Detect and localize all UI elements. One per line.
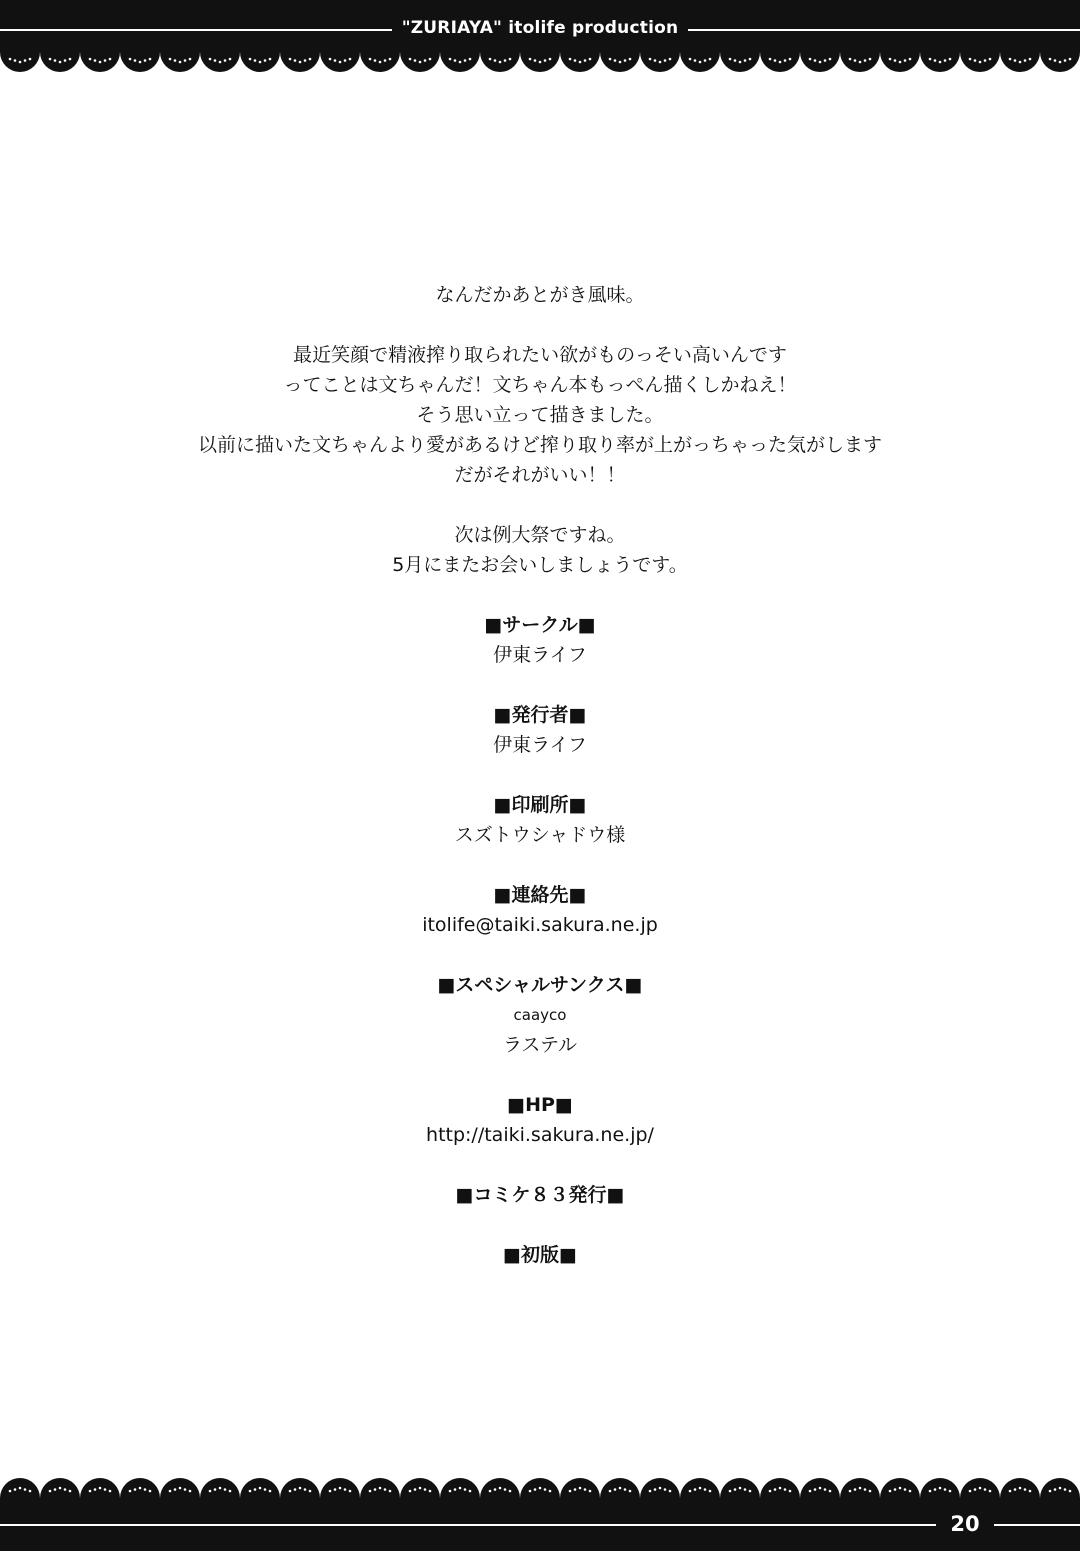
afterword-line: そう思い立って描きました。 bbox=[416, 404, 664, 426]
colophon-gap bbox=[0, 940, 1080, 970]
afterword-line: なんだかあとがき風味。 bbox=[435, 284, 645, 306]
printer-value: スズトウシャドウ様 bbox=[454, 824, 626, 846]
homepage-heading: ■HP■ bbox=[507, 1094, 573, 1116]
page-number: 20 bbox=[936, 1512, 994, 1536]
colophon-gap bbox=[0, 1210, 1080, 1240]
colophon-gap bbox=[0, 760, 1080, 790]
afterword-gap bbox=[0, 310, 1080, 340]
colophon-gap bbox=[0, 670, 1080, 700]
top-lace-graphic bbox=[0, 0, 1080, 90]
section-gap bbox=[0, 580, 1080, 610]
contact-email[interactable]: itolife@taiki.sakura.ne.jp bbox=[422, 914, 658, 936]
special-thanks-name: caayco bbox=[513, 1006, 567, 1024]
afterword-line: 以前に描いた文ちゃんより愛があるけど搾り取り率が上がっちゃった気がします bbox=[197, 434, 882, 456]
circle-heading: ■サークル■ bbox=[484, 614, 596, 636]
homepage-url[interactable]: http://taiki.sakura.ne.jp/ bbox=[426, 1124, 654, 1146]
page-content bbox=[0, 280, 1080, 1270]
colophon-gap bbox=[0, 850, 1080, 880]
afterword-line: だがそれがいい！！ bbox=[454, 464, 626, 486]
special-thanks-name: ラステル bbox=[502, 1034, 578, 1056]
afterword-line: 5月にまたお会いしましょうです。 bbox=[392, 554, 688, 576]
afterword-line: 最近笑顔で精液搾り取られたい欲がものっそい高いんです bbox=[293, 344, 787, 366]
colophon-gap bbox=[0, 1150, 1080, 1180]
afterword-gap bbox=[0, 490, 1080, 520]
circle-value: 伊東ライフ bbox=[493, 644, 587, 666]
printer-heading: ■印刷所■ bbox=[493, 794, 587, 816]
header-title-text: "ZURIAYA" itolife production bbox=[392, 18, 689, 38]
publisher-value: 伊東ライフ bbox=[493, 734, 587, 756]
special-thanks-heading: ■スペシャルサンクス■ bbox=[437, 974, 643, 996]
afterword-line: ってことは文ちゃんだ！文ちゃん本もっぺん描くしかねえ！ bbox=[283, 374, 797, 396]
event-heading: ■コミケ８３発行■ bbox=[455, 1184, 625, 1206]
header-title bbox=[0, 18, 1080, 38]
afterword-line: 次は例大祭ですね。 bbox=[454, 524, 626, 546]
bottom-lace-border bbox=[0, 1460, 1080, 1551]
afterword-section bbox=[0, 280, 1080, 580]
contact-heading: ■連絡先■ bbox=[493, 884, 587, 906]
edition-heading: ■初版■ bbox=[503, 1244, 577, 1266]
colophon-gap bbox=[0, 1060, 1080, 1090]
top-lace-border bbox=[0, 0, 1080, 90]
bottom-lace-graphic bbox=[0, 1460, 1080, 1551]
publisher-heading: ■発行者■ bbox=[493, 704, 587, 726]
colophon-section bbox=[0, 610, 1080, 1270]
